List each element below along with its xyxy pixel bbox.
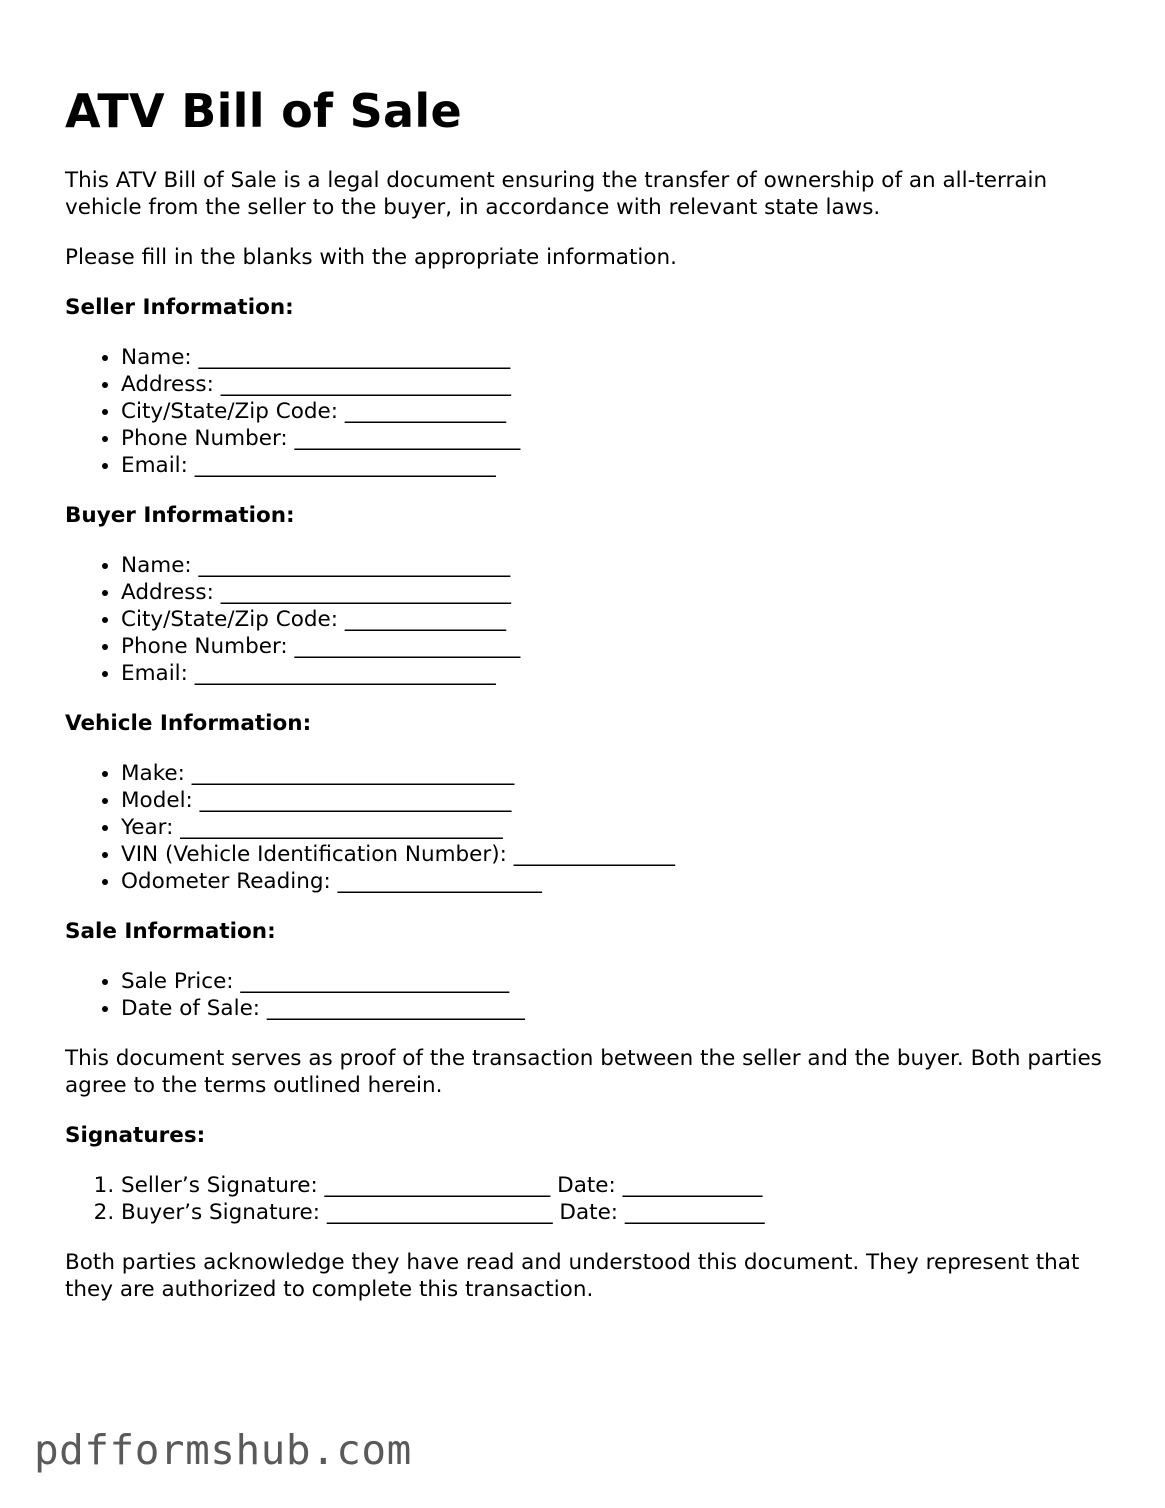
document-title: ATV Bill of Sale xyxy=(65,84,462,138)
buyer-name-field: • Name: _____________________________ xyxy=(121,552,1105,579)
seller-signature-line: 1. Seller’s Signature: _____________________ Date: _____________ xyxy=(121,1172,1105,1199)
buyer-address-field: • Address: ___________________________ xyxy=(121,579,1105,606)
seller-heading: Seller Information: xyxy=(65,295,294,320)
sale-list xyxy=(65,968,1105,1022)
buyer-city-field: • City/State/Zip Code: _______________ xyxy=(121,606,1105,633)
buyer-phone-field: • Phone Number: _____________________ xyxy=(121,633,1105,660)
seller-list xyxy=(65,344,1105,479)
sale-price-field: • Sale Price: _________________________ xyxy=(121,968,1105,995)
seller-email-field: • Email: ____________________________ xyxy=(121,452,1105,479)
seller-name-field: • Name: _____________________________ xyxy=(121,344,1105,371)
seller-address-field: • Address: ___________________________ xyxy=(121,371,1105,398)
instruction-paragraph: Please fill in the blanks with the appropriate information. xyxy=(65,245,677,270)
vehicle-list xyxy=(65,760,1105,895)
vehicle-odometer-field: • Odometer Reading: ___________________ xyxy=(121,868,1105,895)
vehicle-year-field: • Year: ______________________________ xyxy=(121,814,1105,841)
seller-city-field: • City/State/Zip Code: _______________ xyxy=(121,398,1105,425)
vehicle-heading: Vehicle Information: xyxy=(65,711,312,736)
acknowledgment-paragraph: Both parties acknowledge they have read and understood this document. They represent that they are authorized to complete this transaction. xyxy=(65,1250,1080,1302)
buyer-email-field: • Email: ____________________________ xyxy=(121,660,1105,687)
intro-paragraph: This ATV Bill of Sale is a legal document ensuring the transfer of ownership of an all-terrain vehicle from the seller to the buyer, in accordance with relevant state laws. xyxy=(65,168,1048,220)
seller-phone-field: • Phone Number: _____________________ xyxy=(121,425,1105,452)
signatures-heading: Signatures: xyxy=(65,1123,206,1148)
document-body xyxy=(65,167,1105,1326)
sale-date-field: • Date of Sale: ________________________ xyxy=(121,995,1105,1022)
sale-heading: Sale Information: xyxy=(65,919,276,944)
signatures-list xyxy=(65,1172,1105,1226)
buyer-list xyxy=(65,552,1105,687)
vehicle-vin-field: • VIN (Vehicle Identification Number): _______________ xyxy=(121,841,1105,868)
buyer-signature-line: 2. Buyer’s Signature: _____________________ Date: _____________ xyxy=(121,1199,1105,1226)
proof-paragraph: This document serves as proof of the transaction between the seller and the buyer. Both parties agree to the terms outlined herein. xyxy=(65,1046,1102,1098)
vehicle-make-field: • Make: ______________________________ xyxy=(121,760,1105,787)
buyer-heading: Buyer Information: xyxy=(65,503,295,528)
watermark-text: pdfformshub.com xyxy=(34,1426,412,1474)
vehicle-model-field: • Model: _____________________________ xyxy=(121,787,1105,814)
